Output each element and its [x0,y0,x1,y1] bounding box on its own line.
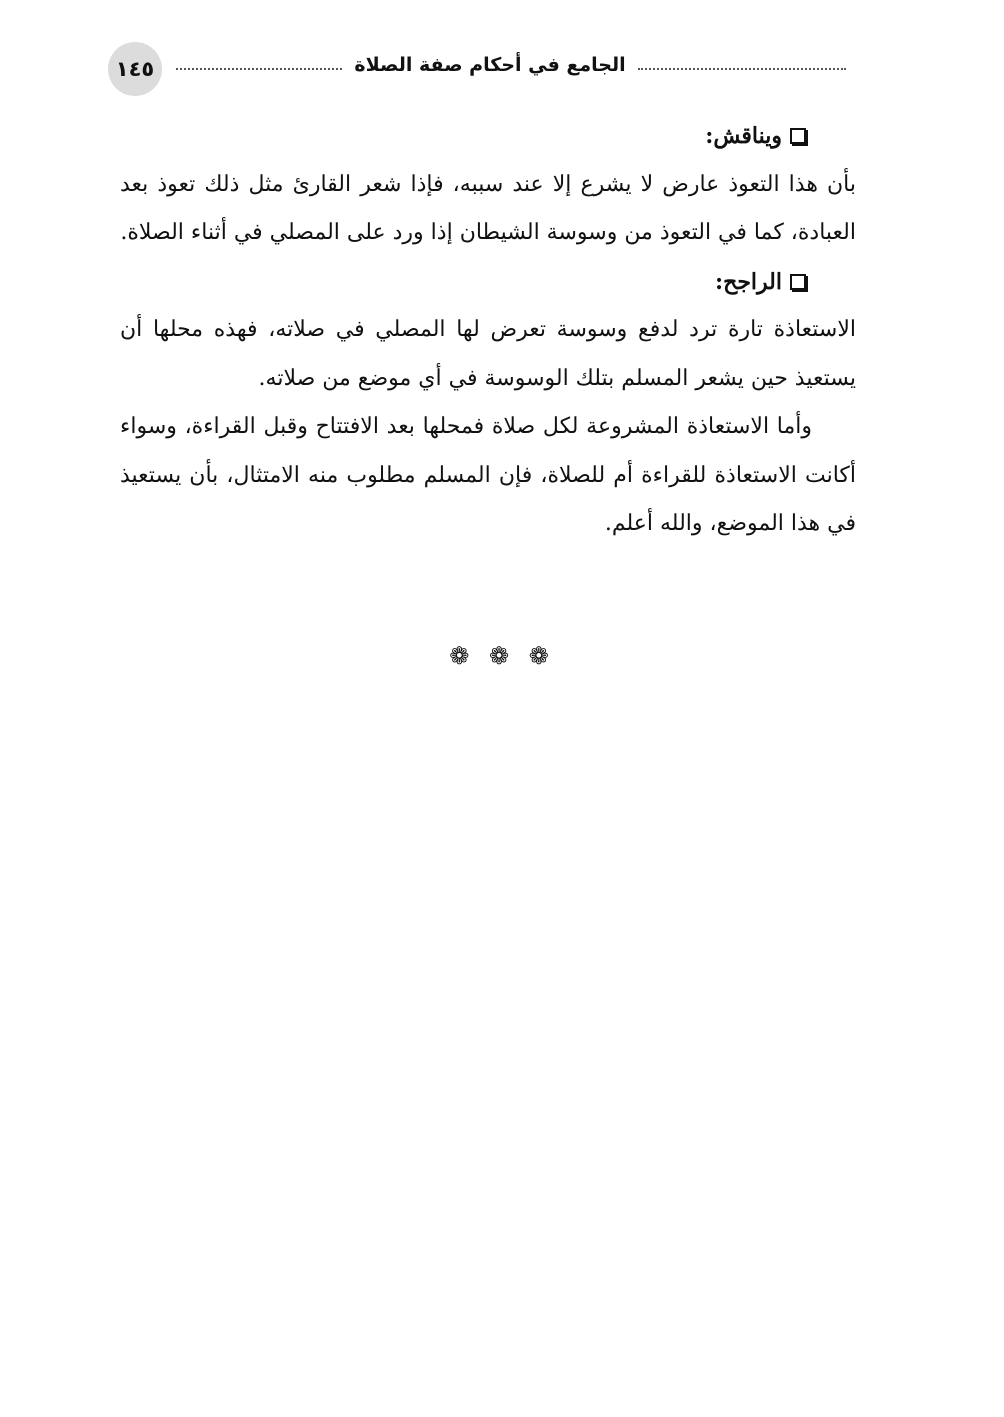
page-body [120,112,856,549]
page-number-badge: ١٤٥ [108,42,162,96]
heading-text: ويناقش: [705,123,782,149]
header-dotted-rule-right [638,68,846,70]
heading-text: الراجح: [715,268,782,295]
checkbox-square-icon [790,128,806,144]
flower-ornament-icon: ❁ [488,642,516,670]
running-title: الجامع في أحكام صفة الصلاة [354,54,626,76]
checkbox-square-icon [790,274,806,290]
section-heading-preferred [120,258,856,307]
preferred-paragraph-2: وأما الاستعاذة المشروعة لكل صلاة فمحلها بعد الافتتاح وقبل القراءة، وسواء أكانت الاستعاذة للقراءة أم للصلاة، فإن المسلم مطلوب منه الامتثال، بأن يستعيذ في هذا الموضع، والله أعلم. [120,414,856,536]
section-end-ornaments [0,642,1004,670]
flower-ornament-icon: ❁ [528,642,555,670]
header-dotted-rule-left [176,68,342,70]
page-header [108,42,846,96]
discussion-paragraph: بأن هذا التعوذ عارض لا يشرع إلا عند سببه، فإذا شعر القارئ مثل ذلك تعوذ بعد العبادة، كما في التعوذ من وسوسة الشيطان إذا ورد على المصلي في أثناء الصلاة. [120,171,856,245]
preferred-paragraph-1: الاستعاذة تارة ترد لدفع وسوسة تعرض لها المصلي في صلاته، فهذه محلها أن يستعيذ حين يشعر المسلم بتلك الوسوسة في أي موضع من صلاته. [120,317,856,391]
section-heading-discussion [120,112,856,161]
flower-ornament-icon: ❁ [449,642,476,670]
